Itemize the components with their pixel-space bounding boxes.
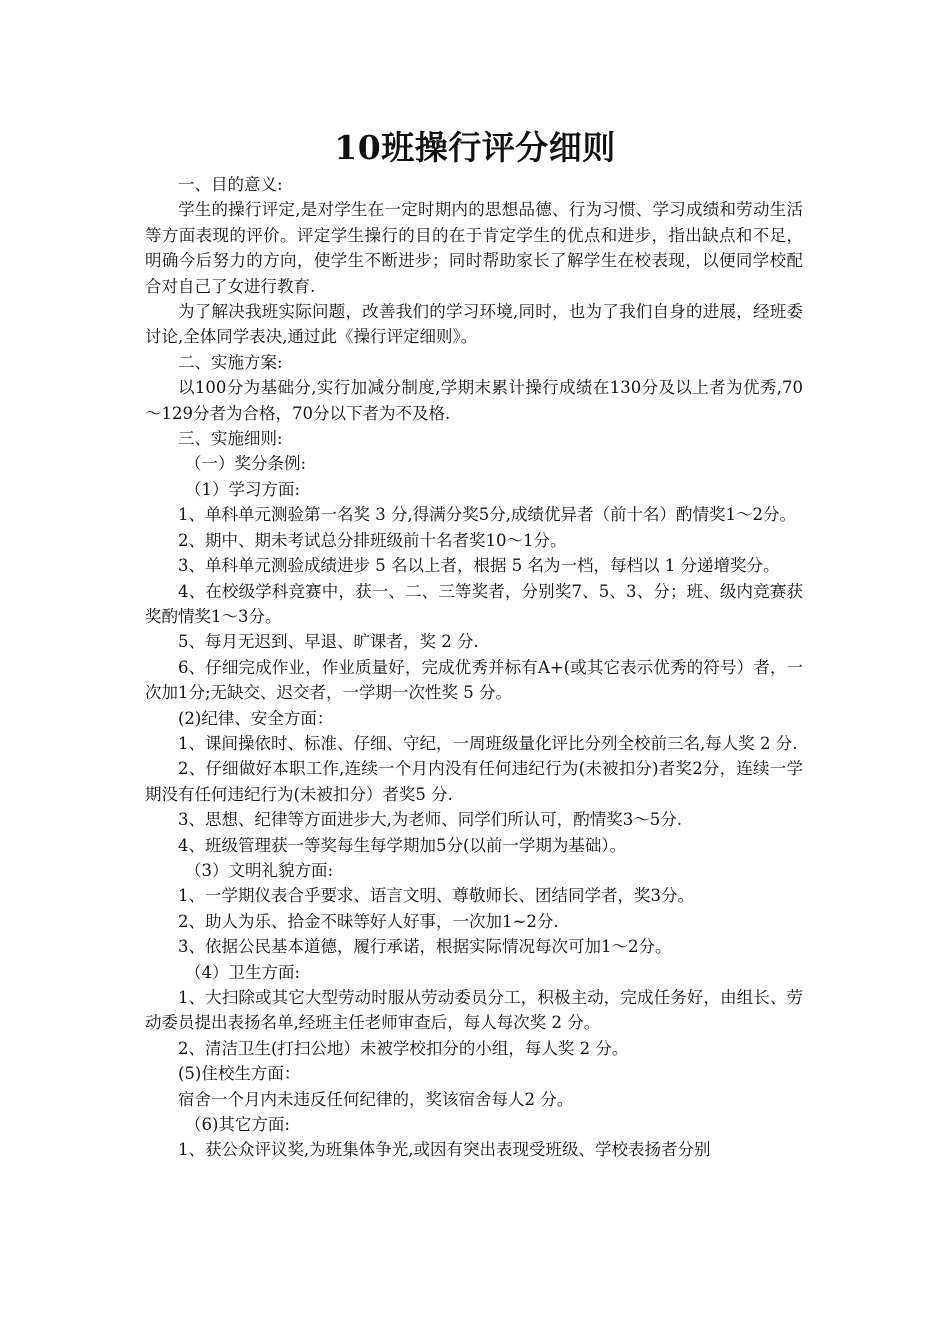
section-subheading: （4）卫生方面:	[185, 962, 301, 982]
paragraph: 2、清洁卫生(打扫公地）未被学校扣分的小组，每人奖 2 分。	[178, 1038, 629, 1058]
paragraph: 学生的操行评定,是对学生在一定时期内的思想品德、行为习惯、学习成绩和劳动生活等方面表现的评价。评定学生操行的目的在于肯定学生的优点和进步，指出缺点和不足，明确今后努力的方向，使学生不断进步；同时帮助家长了解学生在校表现，以便同学校配合对自己了女进行教育.	[145, 200, 803, 296]
paragraph: 1、一学期仪表合乎要求、语言文明、尊敬师长、团结同学者，奖3分。	[178, 886, 694, 906]
paragraph: 2、助人为乐、拾金不昧等好人好事，一次加1~2分.	[178, 911, 559, 931]
section-heading: 三、实施细则:	[178, 429, 283, 449]
section-subheading: （一）奖分条例:	[185, 454, 307, 474]
document-body	[145, 172, 803, 1163]
paragraph: 1、大扫除或其它大型劳动时服从劳动委员分工，积极主动，完成任务好，由组长、劳动委员提出表扬名单,经班主任老师审查后，每人每次奖 2 分。	[145, 988, 803, 1033]
paragraph: 3、依据公民基本道德，履行承诺，根据实际情况每次可加1～2分。	[178, 937, 672, 957]
paragraph: 5、每月无迟到、早退、旷课者，奖 2 分.	[178, 632, 479, 652]
paragraph: 4、在校级学科竞赛中，获一、二、三等奖者，分别奖7、5、3、分；班、级内竞赛获奖酌情奖1～3分。	[145, 581, 803, 626]
paragraph: 6、仔细完成作业，作业质量好，完成优秀并标有A+(或其它表示优秀的符号）者，一次加1分;无缺交、迟交者，一学期一次性奖 5 分。	[145, 657, 803, 703]
paragraph: 1、课间操依时、标准、仔细、守纪，一周班级量化评比分列全校前三名,每人奖 2 分.	[178, 733, 798, 753]
paragraph: 4、班级管理获一等奖每生每学期加5分(以前一学期为基础）。	[178, 835, 627, 855]
paragraph: 宿舍一个月内未违反任何纪律的，奖该宿舍每人2 分。	[178, 1089, 574, 1109]
paragraph: 2、仔细做好本职工作,连续一个月内没有任何违纪行为(未被扣分)者奖2分，连续一学期没有任何违纪行为(未被扣分）者奖5 分.	[145, 759, 803, 804]
section-subheading: （1）学习方面:	[185, 479, 301, 499]
section-heading: (5)住校生方面：	[178, 1064, 301, 1084]
paragraph: 为了解决我班实际问题，改善我们的学习环境,同时，也为了我们自身的进展，经班委讨论,全体同学表决,通过此《操行评定细则》。	[145, 302, 803, 347]
paragraph: 1、获公众评议奖,为班集体争光,或因有突出表现受班级、学校表扬者分别	[178, 1140, 711, 1160]
section-subheading: （3）文明礼貌方面:	[185, 860, 334, 880]
section-heading: (2)纪律、安全方面：	[178, 708, 334, 728]
paragraph: 2、期中、期未考试总分排班级前十名者奖10～1分。	[178, 530, 567, 550]
paragraph: 1、单科单元测验第一名奖 3 分,得满分奖5分,成绩优异者（前十名）酌情奖1～2分。	[178, 505, 796, 525]
paragraph: 以100分为基础分,实行加减分制度,学期末累计操行成绩在130分及以上者为优秀,70～129分者为合格，70分以下者为不及格.	[145, 378, 803, 423]
document-title: 10班操行评分细则	[334, 128, 616, 167]
section-heading: 一、目的意义:	[178, 175, 283, 194]
paragraph: 3、单科单元测验成绩进步 5 名以上者，根据 5 名为一档，每档以 1 分递增奖分。	[178, 556, 780, 576]
paragraph: 3、思想、纪律等方面进步大,为老师、同学们所认可，酌情奖3～5分.	[178, 810, 682, 830]
section-heading: 二、实施方案:	[178, 352, 283, 372]
section-subheading: （6)其它方面:	[185, 1115, 290, 1135]
